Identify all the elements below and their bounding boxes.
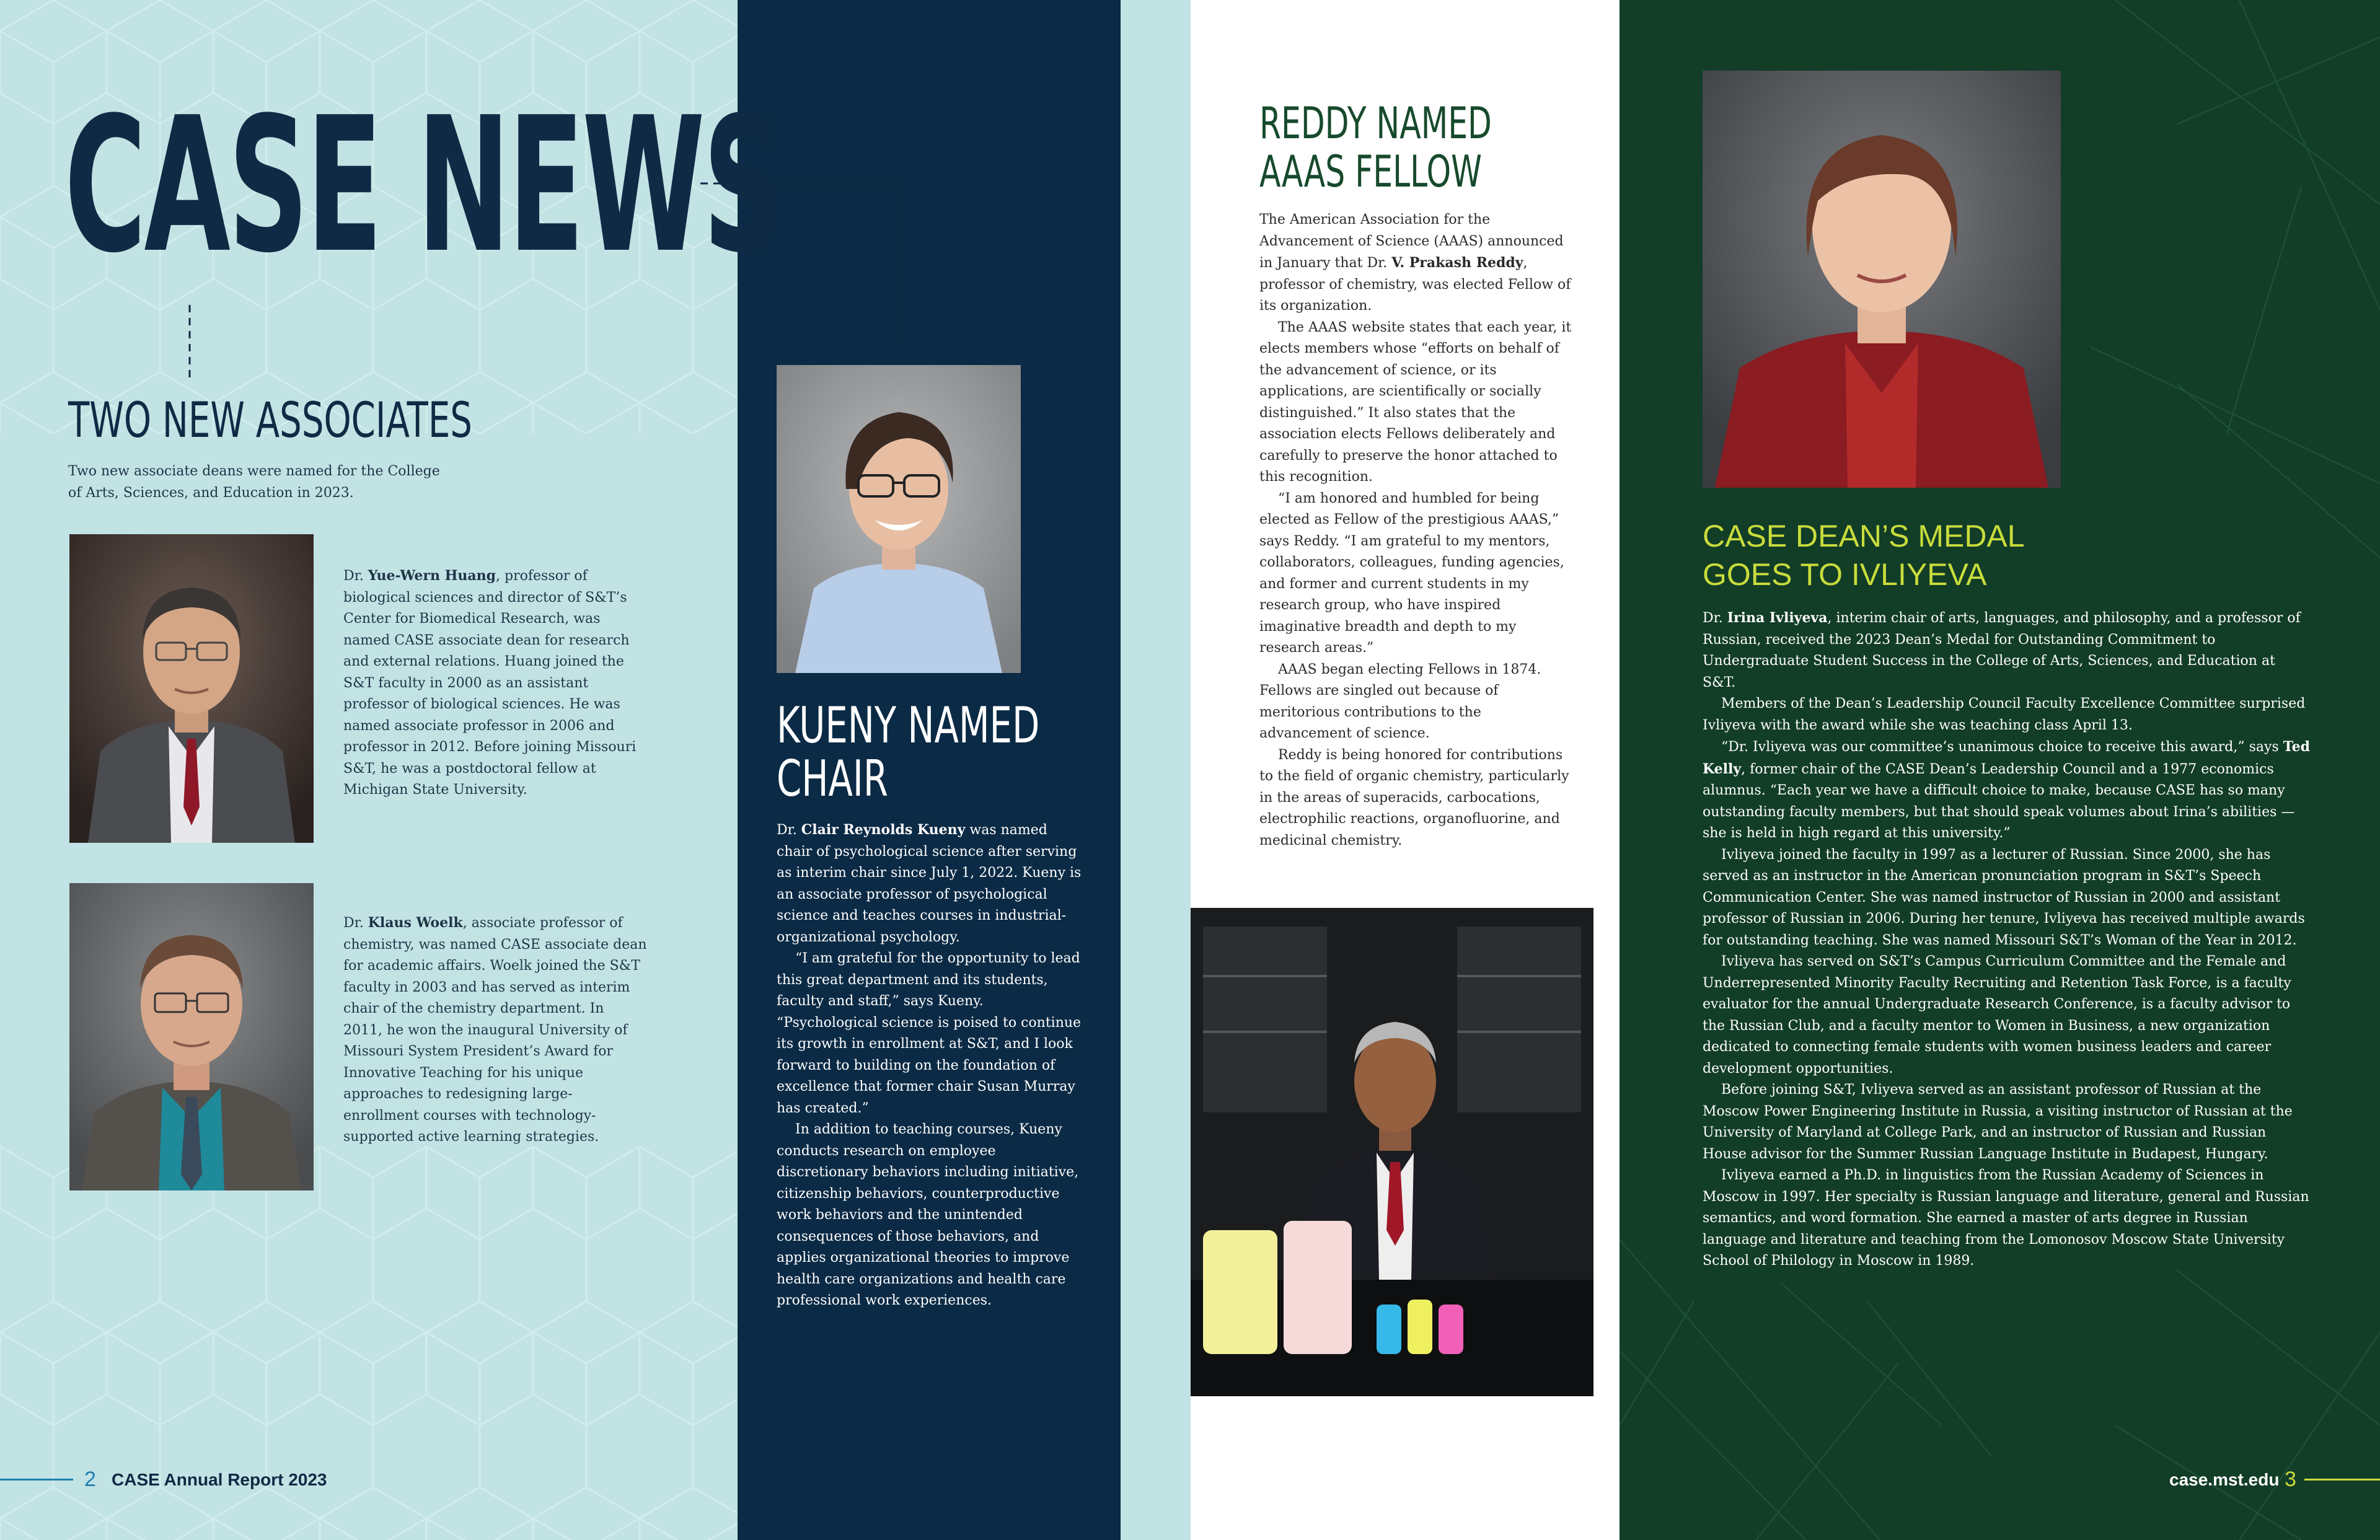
left-page-number: 2 xyxy=(84,1467,96,1491)
two-new-associates-heading: TWO NEW ASSOCIATES xyxy=(68,393,472,449)
reddy-p1-text: The American Association for the Advancement of Science (AAAS) announced in January that Dr. xyxy=(1259,212,1564,271)
reddy-heading-line: REDDY NAMED xyxy=(1259,98,1492,149)
ivliyeva-article xyxy=(1703,607,2310,1272)
ivliyeva-paragraph xyxy=(1703,607,2310,693)
intro-line: Two new associate deans were named for the College xyxy=(68,464,440,479)
ivliyeva-name: Irina Ivliyeva xyxy=(1727,610,1828,626)
two-new-associates-intro xyxy=(68,461,514,504)
kueny-heading-line: CHAIR xyxy=(777,750,888,807)
woelk-bio xyxy=(343,912,647,1148)
dashed-connector xyxy=(0,0,930,384)
kelly-name: Ted Kelly xyxy=(1703,739,2310,777)
reddy-paragraph: The AAAS website states that each year, it elects members whose “efforts on behalf of the advancement of science, or its applications, are scientifically or socially distinguished.” It also states that the association elects Fellows deliberately and carefully to preserve the honor attached to this recognition. xyxy=(1259,319,1572,485)
kueny-paragraph: In addition to teaching courses, Kueny conducts research on employee discretionary behaviors including initiative, citizenship behaviors, counterproductive work behaviors and the unintended consequences of those behaviors, and applies organizational theories to improve health care organizations and health care professional work experiences. xyxy=(777,1122,1079,1308)
woelk-bio-text: , associate professor of chemistry, was named CASE associate dean for academic affairs. Woelk joined the S&T faculty in 2003 and has served as interim chair of the chemistry department. In 2011, he won the inaugural University of Missouri System President’s Award for Innovative Teaching for his unique approaches to redesigning large-enrollment courses with technology-supported active learning strategies. xyxy=(343,915,647,1145)
divider-strip xyxy=(1121,0,1191,1540)
ivliyeva-paragraph: Ivliyeva earned a Ph.D. in linguistics from the Russian Academy of Sciences in Moscow in 1997. Her specialty is Russian language and literature, general and Russian semantics, and word formation. She earned a master of arts degree in Russian language and literature and teaching from the Lomonosov Moscow State University School of Philology in Moscow in 1989. xyxy=(1703,1168,2309,1269)
ivliyeva-portrait xyxy=(1703,71,2061,488)
kueny-heading xyxy=(777,699,1039,806)
kueny-name: Clair Reynolds Kueny xyxy=(801,822,966,838)
ivliyeva-p3-text: , former chair of the CASE Dean’s Leadership Council and a 1977 economics alumnus. “Each year we have a difficult choice to make, because CASE has so many outstanding faculty members, but that should speak volumes about Irina’s abilities — she is held in high regard at this university.” xyxy=(1703,761,2295,841)
woelk-portrait xyxy=(69,883,314,1190)
ivliyeva-paragraph: Ivliyeva joined the faculty in 1997 as a lecturer of Russian. Since 2000, she has served as an instructor in the American pronunciation program in S&T’s Speech Communication Center. She was named instructor of Russian in 2000 and assistant professor of Russian in 2006. During her tenure, Ivliyeva has received multiple awards for outstanding teaching. She was named Missouri S&T’s Woman of the Year in 2012. xyxy=(1703,847,2305,948)
ivliyeva-paragraph xyxy=(1703,736,2310,845)
huang-bio-text: , professor of biological sciences and director of S&T’s Center for Biomedical Research, was named CASE associate dean for research and external relations. Huang joined the S&T faculty in 2000 as an assistant professor of biological sciences. He was named associate professor in 2006 and professor in 2012. Before joining Missouri S&T, he was a postdoctoral fellow at Michigan State University. xyxy=(343,568,637,798)
reddy-article xyxy=(1259,209,1576,851)
reddy-p1-text: , professor of chemistry, was elected Fellow of its organization. xyxy=(1259,255,1571,314)
kueny-p1-text: was named chair of psychological science after serving as interim chair since July 1, 2022. Kueny is an associate professor of psychological science and teaches courses in industrial-organizational psychology. xyxy=(777,822,1082,945)
kueny-portrait xyxy=(777,365,1021,673)
huang-bio-prefix: Dr. xyxy=(343,568,368,584)
huang-portrait xyxy=(69,534,314,843)
left-footer-rule xyxy=(0,1479,73,1481)
reddy-heading xyxy=(1259,99,1492,196)
ivliyeva-heading-line: CASE DEAN’S MEDAL xyxy=(1703,519,2025,553)
ivliyeva-p3-text: “Dr. Ivliyeva was our committee’s unanimous choice to receive this award,” says xyxy=(1721,739,2283,755)
right-page-number: 3 xyxy=(2285,1467,2296,1491)
huang-name: Yue-Wern Huang xyxy=(368,568,496,584)
ivliyeva-paragraph: Before joining S&T, Ivliyeva served as an assistant professor of Russian at the Moscow Power Engineering Institute in Russia, a visiting instructor of Russian at the University of Maryland at College Park, and an instructor of Russian and Russian House advisor for the Summer Russian Language Institute in Budapest, Hungary. xyxy=(1703,1082,2293,1162)
huang-bio xyxy=(343,565,641,801)
reddy-paragraph: AAAS began electing Fellows in 1874. Fellows are singled out because of meritorious contributions to the advancement of science. xyxy=(1259,661,1541,741)
right-footer-rule xyxy=(2304,1479,2380,1481)
kueny-heading-line: KUENY NAMED xyxy=(777,697,1040,754)
kueny-article xyxy=(777,819,1083,1312)
kueny-paragraph: “I am grateful for the opportunity to lead this great department and its students, faculty and staff,” says Kueny. “Psychological science is poised to continue its growth in enrollment at S&T, and I look forward to building on the foundation of excellence that former chair Susan Murray has created.” xyxy=(777,951,1082,1116)
ivliyeva-paragraph: Members of the Dean’s Leadership Council Faculty Excellence Committee surprised Ivliyeva with the award while she was teaching class April 13. xyxy=(1703,696,2306,733)
ivliyeva-heading-line: GOES TO IVLIYEVA xyxy=(1703,557,1987,592)
footer-url[interactable]: case.mst.edu xyxy=(2169,1470,2280,1489)
ivliyeva-paragraph: Ivliyeva has served on S&T’s Campus Curriculum Committee and the Female and Underrepresented Minority Faculty Recruiting and Retention Task Force, is a faculty evaluator for the annual Undergraduate Research Conference, is a faculty advisor to the Russian Club, and a faculty mentor to Women in Business, a new organization dedicated to connecting female students with women business leaders and career development opportunities. xyxy=(1703,954,2291,1076)
ivliyeva-heading xyxy=(1703,517,2025,594)
reddy-name: V. Prakash Reddy xyxy=(1391,255,1523,271)
reddy-paragraph xyxy=(1259,209,1576,317)
reddy-heading-line: AAAS FELLOW xyxy=(1259,146,1482,197)
reddy-paragraph: Reddy is being honored for contributions to the field of organic chemistry, particularly in the areas of superacids, carbocations, electrophilic reactions, organofluorine, and medicinal chemistry. xyxy=(1259,747,1569,848)
ivliyeva-p1-text: , interim chair of arts, languages, and philosophy, and a professor of Russian, received the 2023 Dean’s Medal for Outstanding Commitment to Undergraduate Student Success in the College of Arts, Sciences, and Education at S&T. xyxy=(1703,610,2301,690)
reddy-paragraph: “I am honored and humbled for being elected as Fellow of the prestigious AAAS,” says Reddy. “I am grateful to my mentors, collaborators, colleagues, funding agencies, and former and current students in my research group, who have inspired imaginative breadth and depth to my research areas.” xyxy=(1259,490,1564,656)
section-title: CASE NEWS xyxy=(64,77,782,294)
woelk-bio-prefix: Dr. xyxy=(343,915,368,931)
publication-name: CASE Annual Report 2023 xyxy=(112,1470,327,1489)
ivliyeva-p1-prefix: Dr. xyxy=(1703,610,1727,626)
woelk-name: Klaus Woelk xyxy=(368,915,463,931)
kueny-paragraph xyxy=(777,819,1083,948)
intro-line: of Arts, Sciences, and Education in 2023. xyxy=(68,485,354,501)
kueny-p1-prefix: Dr. xyxy=(777,822,801,838)
reddy-lab-photo xyxy=(1191,908,1593,1396)
